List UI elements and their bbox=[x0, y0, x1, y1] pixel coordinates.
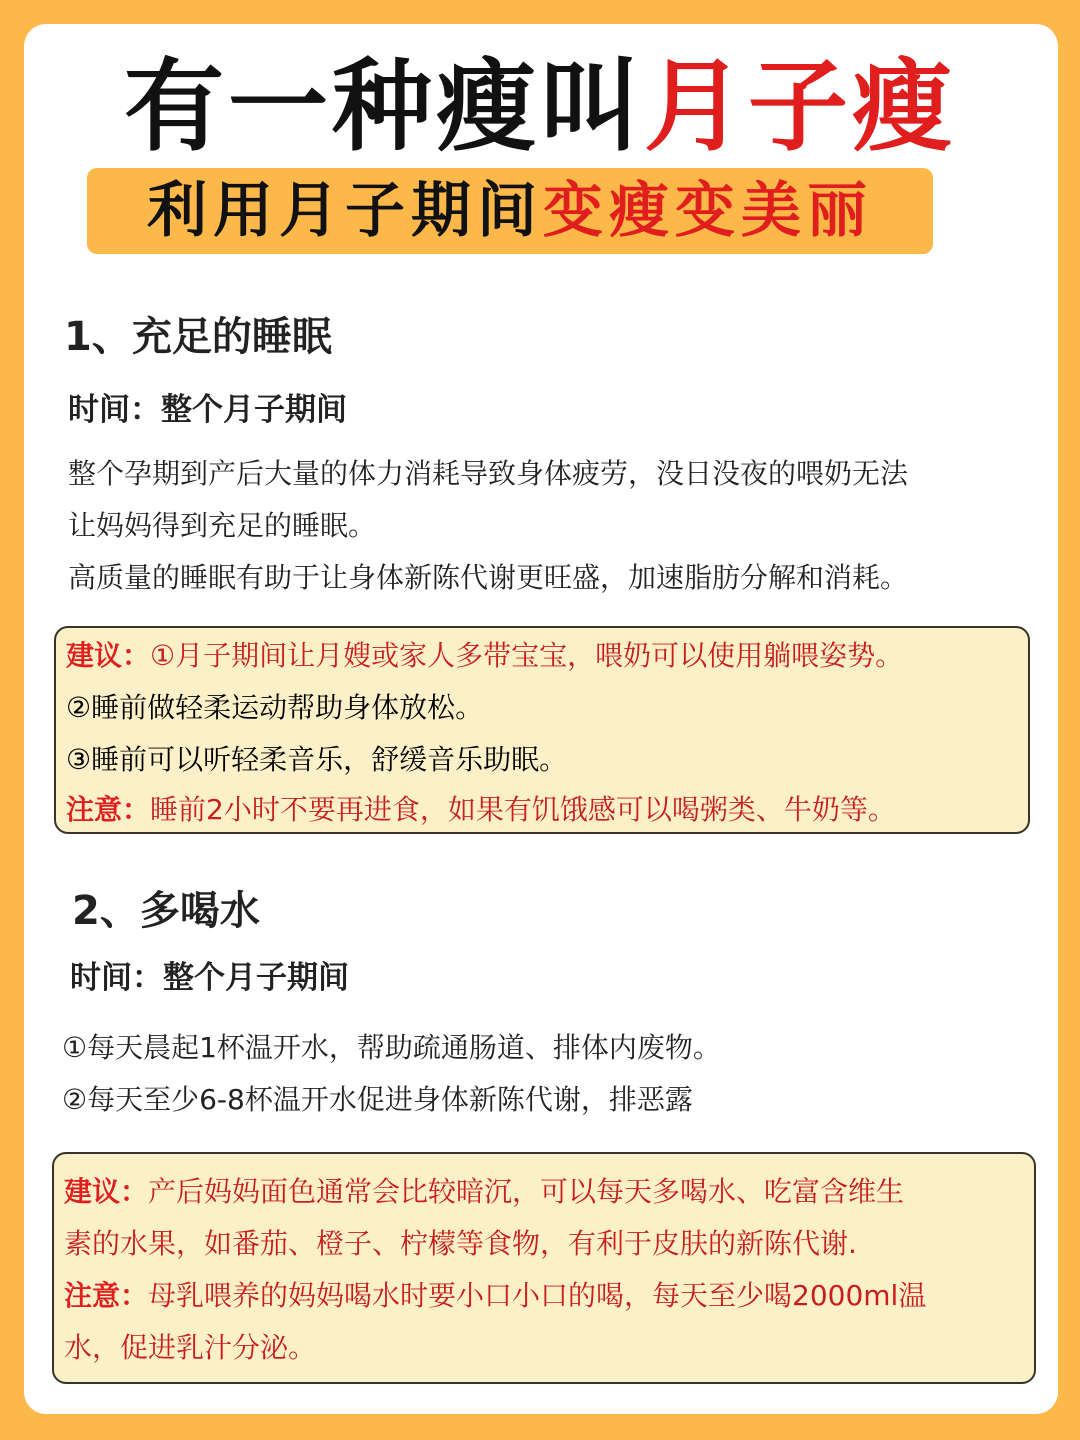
section-1-suggest-line-3: ③睡前可以听轻柔音乐，舒缓音乐助眠。 bbox=[66, 743, 568, 776]
section-2-tip-box bbox=[52, 1152, 1036, 1384]
banner-part-2: 变瘦变美丽 bbox=[543, 176, 873, 246]
title-part-2: 月子瘦 bbox=[644, 48, 956, 165]
section-1-tip-box bbox=[54, 626, 1030, 834]
suggest-label: 建议： bbox=[64, 1175, 149, 1208]
section-2-paragraph-2: ②每天至少6-8杯温开水促进身体新陈代谢，排恶露 bbox=[62, 1083, 693, 1116]
section-2-note-line-1 bbox=[64, 1276, 926, 1316]
section-1-paragraph-2: 让妈妈得到充足的睡眠。 bbox=[68, 509, 377, 542]
suggest-label: 建议： bbox=[66, 639, 151, 672]
banner-part-1: 利用月子期间 bbox=[147, 176, 543, 246]
section-2-suggest-line-2: 素的水果，如番茄、橙子、柠檬等食物，有利于皮肤的新陈代谢. bbox=[64, 1227, 857, 1260]
note-label: 注意： bbox=[64, 1279, 149, 1312]
section-1-heading: 1、充足的睡眠 bbox=[64, 314, 332, 360]
subtitle-banner bbox=[87, 168, 933, 254]
section-2-suggest-line-1 bbox=[64, 1172, 904, 1212]
section-1-time: 时间：整个月子期间 bbox=[68, 392, 347, 428]
section-1-paragraph-1: 整个孕期到产后大量的体力消耗导致身体疲劳，没日没夜的喂奶无法 bbox=[68, 457, 909, 490]
section-1-suggest-line-2: ②睡前做轻柔运动帮助身体放松。 bbox=[66, 691, 484, 724]
section-1-note-line bbox=[66, 790, 896, 830]
section-2-note-line-2: 水，促进乳汁分泌。 bbox=[64, 1331, 317, 1364]
title-part-1: 有一种瘦叫 bbox=[124, 48, 644, 165]
section-1-paragraph-3: 高质量的睡眠有助于让身体新陈代谢更旺盛，加速脂肪分解和消耗。 bbox=[68, 561, 909, 594]
note-label: 注意： bbox=[66, 793, 151, 826]
suggest-text: ①月子期间让月嫂或家人多带宝宝，喂奶可以使用躺喂姿势。 bbox=[150, 639, 904, 672]
section-2-time: 时间：整个月子期间 bbox=[70, 960, 349, 996]
suggest-text: 产后妈妈面色通常会比较暗沉，可以每天多喝水、吃富含维生 bbox=[148, 1175, 905, 1208]
page-title bbox=[0, 48, 1080, 165]
section-2-heading: 2、多喝水 bbox=[72, 888, 260, 934]
note-text: 母乳喂养的妈妈喝水时要小口小口的喝，每天至少喝2000ml温 bbox=[148, 1279, 927, 1312]
section-2-paragraph-1: ①每天晨起1杯温开水，帮助疏通肠道、排体内废物。 bbox=[62, 1031, 721, 1064]
note-text: 睡前2小时不要再进食，如果有饥饿感可以喝粥类、牛奶等。 bbox=[150, 793, 896, 826]
section-1-suggest-line-1 bbox=[66, 636, 903, 676]
